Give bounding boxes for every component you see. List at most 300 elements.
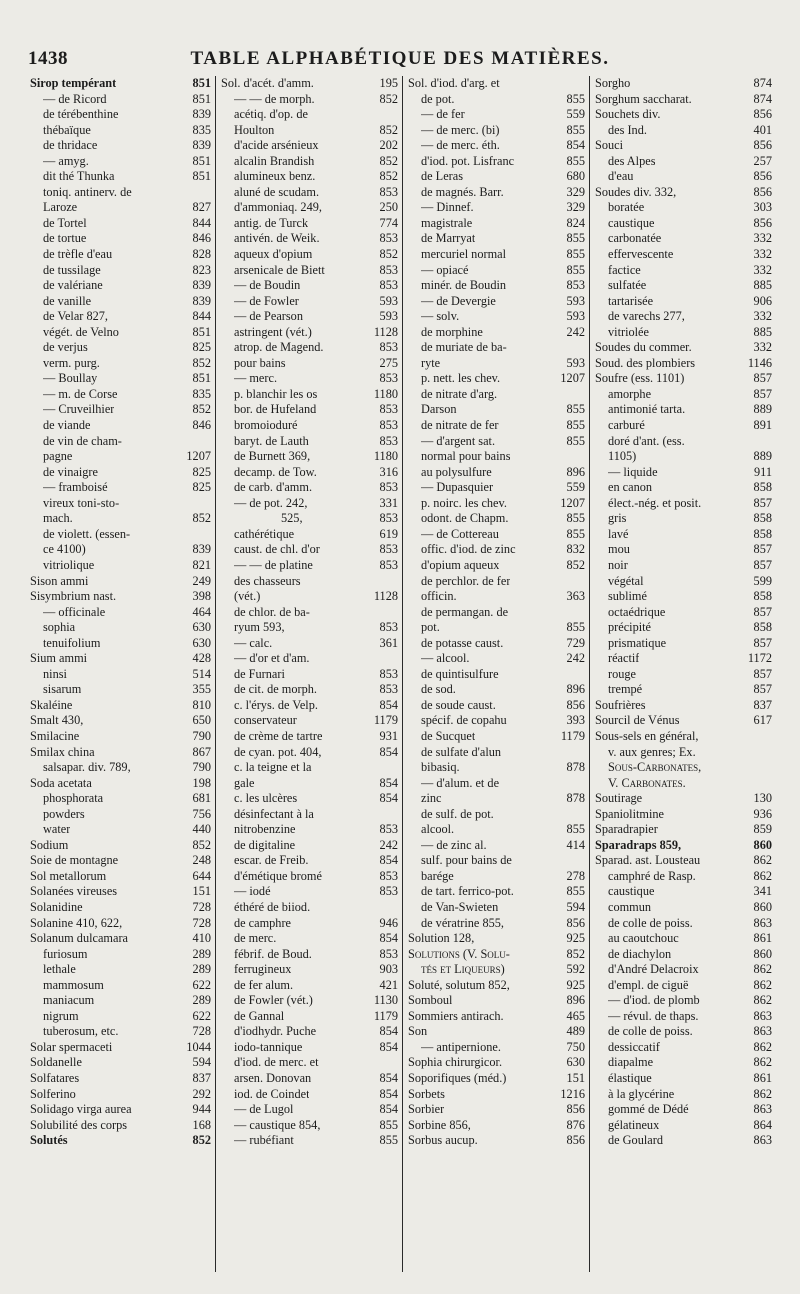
entry-term: Sorgho bbox=[595, 76, 631, 90]
entry-term: de carb. d'amm. bbox=[234, 480, 313, 495]
entry-term: commun bbox=[608, 899, 652, 914]
entry-page-ref: 851 bbox=[192, 153, 211, 168]
index-entry bbox=[408, 278, 585, 294]
index-entry bbox=[595, 1009, 772, 1025]
index-entry bbox=[30, 434, 211, 450]
entry-term: de Leras bbox=[421, 169, 463, 184]
entry-term: — framboisé bbox=[43, 480, 108, 495]
index-column-3 bbox=[402, 76, 589, 1272]
entry-page-ref: 862 bbox=[753, 853, 772, 868]
index-entry bbox=[30, 589, 211, 605]
entry-page-ref: 1130 bbox=[373, 993, 398, 1008]
index-entry bbox=[408, 402, 585, 418]
entry-page-ref: 853 bbox=[379, 682, 398, 697]
entry-term: gris bbox=[608, 511, 627, 526]
entry-term: d'ammoniaq. 249, bbox=[234, 200, 322, 215]
index-entry bbox=[408, 745, 585, 761]
index-entry bbox=[30, 154, 211, 170]
entry-term: factice bbox=[608, 262, 641, 277]
index-entry bbox=[595, 107, 772, 123]
entry-page-ref: 202 bbox=[379, 138, 398, 153]
entry-page-ref: 1180 bbox=[373, 449, 398, 464]
entry-page-ref: 853 bbox=[379, 418, 398, 433]
entry-term: de Marryat bbox=[421, 231, 476, 246]
index-entry bbox=[595, 371, 772, 387]
entry-term: de camphre bbox=[234, 915, 292, 930]
index-entry bbox=[30, 620, 211, 636]
index-entry bbox=[221, 900, 398, 916]
entry-term: baryt. de Lauth bbox=[234, 433, 309, 448]
entry-term: Solanidine bbox=[30, 899, 83, 914]
entry-term: — — de platine bbox=[234, 557, 313, 572]
index-entry bbox=[30, 978, 211, 994]
index-entry bbox=[221, 511, 398, 527]
entry-page-ref: 855 bbox=[566, 418, 585, 433]
entry-term: vireux toni-sto- bbox=[43, 495, 120, 510]
entry-page-ref: 825 bbox=[192, 480, 211, 495]
entry-term: de chlor. de ba- bbox=[234, 604, 310, 619]
entry-term: Sommiers antirach. bbox=[408, 1008, 504, 1023]
entry-page-ref: 857 bbox=[753, 682, 772, 697]
entry-term: de sod. bbox=[421, 682, 456, 697]
entry-page-ref: 857 bbox=[753, 495, 772, 510]
index-entry bbox=[595, 558, 772, 574]
index-entry bbox=[408, 216, 585, 232]
index-entry bbox=[595, 760, 772, 776]
index-entry bbox=[221, 869, 398, 885]
entry-page-ref: 825 bbox=[192, 340, 211, 355]
entry-term: Sol. d'iod. d'arg. et bbox=[408, 76, 500, 90]
entry-term: d'André Delacroix bbox=[608, 962, 699, 977]
index-entry bbox=[30, 838, 211, 854]
entry-term: de muriate de ba- bbox=[421, 340, 507, 355]
entry-term: — d'argent sat. bbox=[421, 433, 496, 448]
entry-page-ref: 860 bbox=[753, 946, 772, 961]
entry-term: tuberosum, etc. bbox=[43, 1024, 119, 1039]
index-entry bbox=[408, 434, 585, 450]
entry-page-ref: 854 bbox=[379, 1071, 398, 1085]
entry-page-ref: 275 bbox=[379, 355, 398, 370]
entry-page-ref: 852 bbox=[192, 402, 211, 417]
entry-term: magistrale bbox=[421, 215, 473, 230]
entry-term: ryum 593, bbox=[234, 620, 285, 635]
entry-term: p. blanchir les os bbox=[234, 386, 318, 401]
entry-page-ref: 853 bbox=[379, 542, 398, 557]
entry-page-ref: 854 bbox=[379, 1102, 398, 1117]
entry-page-ref: 622 bbox=[192, 977, 211, 992]
index-entry bbox=[408, 838, 585, 854]
index-entry bbox=[30, 667, 211, 683]
index-entry bbox=[595, 434, 772, 450]
entry-term: Souchets div. bbox=[595, 107, 661, 122]
entry-page-ref: 862 bbox=[753, 1055, 772, 1070]
entry-term: Soie de montagne bbox=[30, 853, 119, 868]
index-entry bbox=[595, 92, 772, 108]
entry-term: végétal bbox=[608, 573, 644, 588]
entry-page-ref: 863 bbox=[753, 915, 772, 930]
entry-page-ref: 855 bbox=[566, 433, 585, 448]
entry-term: — liquide bbox=[608, 464, 658, 479]
entry-page-ref: 650 bbox=[192, 713, 211, 728]
entry-page-ref: 852 bbox=[379, 153, 398, 168]
entry-term: de térébenthine bbox=[43, 107, 119, 122]
index-entry bbox=[595, 356, 772, 372]
entry-page-ref: 341 bbox=[753, 884, 772, 899]
index-entry bbox=[30, 185, 211, 201]
entry-page-ref: 1128 bbox=[373, 324, 398, 339]
index-entry bbox=[221, 605, 398, 621]
index-entry bbox=[30, 309, 211, 325]
index-entry bbox=[30, 169, 211, 185]
entry-page-ref: 825 bbox=[192, 464, 211, 479]
index-entry bbox=[221, 931, 398, 947]
index-entry bbox=[595, 853, 772, 869]
index-entry bbox=[221, 884, 398, 900]
entry-page-ref: 861 bbox=[753, 931, 772, 946]
entry-term: — m. de Corse bbox=[43, 386, 118, 401]
entry-page-ref: 925 bbox=[566, 931, 585, 946]
entry-page-ref: 790 bbox=[192, 728, 211, 743]
entry-term: Smilax china bbox=[30, 744, 95, 759]
index-entry bbox=[595, 1024, 772, 1040]
entry-page-ref: 854 bbox=[379, 791, 398, 806]
entry-page-ref: 853 bbox=[379, 184, 398, 199]
index-entry bbox=[408, 978, 585, 994]
entry-term: sisarum bbox=[43, 682, 82, 697]
entry-term: caust. de chl. d'or bbox=[234, 542, 320, 557]
index-entry bbox=[408, 263, 585, 279]
index-entry bbox=[595, 791, 772, 807]
index-entry bbox=[221, 418, 398, 434]
entry-page-ref: 827 bbox=[192, 200, 211, 215]
entry-term: octaédrique bbox=[608, 604, 666, 619]
entry-page-ref: 862 bbox=[753, 868, 772, 883]
entry-term: alcalin Brandish bbox=[234, 153, 315, 168]
index-entry bbox=[408, 1087, 585, 1103]
entry-term: d'iodhydr. Puche bbox=[234, 1024, 317, 1039]
entry-term: des Alpes bbox=[608, 153, 656, 168]
entry-term: vitriolique bbox=[43, 557, 95, 572]
entry-term: d'eau bbox=[608, 169, 634, 184]
entry-term: Sous-Carbonates, bbox=[608, 760, 702, 775]
entry-term: Sorbine 856, bbox=[408, 1117, 471, 1132]
entry-page-ref: 858 bbox=[753, 526, 772, 541]
entry-page-ref: 854 bbox=[379, 697, 398, 712]
index-entry bbox=[221, 667, 398, 683]
entry-term: précipité bbox=[608, 620, 652, 635]
index-entry bbox=[30, 900, 211, 916]
entry-page-ref: 903 bbox=[379, 962, 398, 977]
index-entry bbox=[595, 869, 772, 885]
entry-term: d'opium aqueux bbox=[421, 557, 500, 572]
index-entry bbox=[221, 169, 398, 185]
index-entry bbox=[221, 1087, 398, 1103]
index-entry bbox=[221, 434, 398, 450]
entry-page-ref: 329 bbox=[566, 200, 585, 215]
entry-term: de tortue bbox=[43, 231, 87, 246]
entry-page-ref: 853 bbox=[379, 433, 398, 448]
index-entry bbox=[221, 978, 398, 994]
index-entry bbox=[595, 713, 772, 729]
entry-term: rouge bbox=[608, 666, 636, 681]
index-entry bbox=[408, 1055, 585, 1071]
index-entry bbox=[30, 760, 211, 776]
entry-page-ref: 593 bbox=[379, 293, 398, 308]
entry-term: powders bbox=[43, 806, 85, 821]
entry-page-ref: 250 bbox=[379, 200, 398, 215]
entry-page-ref: 410 bbox=[192, 931, 211, 946]
entry-page-ref: 332 bbox=[753, 247, 772, 262]
index-entry bbox=[595, 480, 772, 496]
entry-page-ref: 1207 bbox=[560, 371, 585, 386]
entry-term: Somboul bbox=[408, 993, 453, 1008]
index-entry bbox=[221, 1133, 398, 1149]
entry-term: de nitrate d'arg. bbox=[421, 386, 498, 401]
index-entry bbox=[408, 200, 585, 216]
index-entry bbox=[595, 340, 772, 356]
entry-term: — de merc. (bi) bbox=[421, 122, 500, 137]
entry-term: pour bains bbox=[234, 355, 286, 370]
entry-term: alcool. bbox=[421, 822, 455, 837]
entry-term: — antipernione. bbox=[421, 1039, 501, 1054]
entry-term: tenuifolium bbox=[43, 635, 101, 650]
index-entry bbox=[30, 76, 211, 92]
entry-page-ref: 855 bbox=[566, 884, 585, 899]
index-entry bbox=[408, 1133, 585, 1149]
entry-page-ref: 846 bbox=[192, 418, 211, 433]
entry-term: — de Boudin bbox=[234, 278, 301, 293]
entry-term: Solanum dulcamara bbox=[30, 931, 129, 946]
entry-page-ref: 559 bbox=[566, 480, 585, 495]
entry-term: de valériane bbox=[43, 278, 103, 293]
entry-term: — Boullay bbox=[43, 371, 98, 386]
index-entry bbox=[221, 838, 398, 854]
entry-page-ref: 790 bbox=[192, 760, 211, 775]
entry-term: de cit. de morph. bbox=[234, 682, 317, 697]
index-entry bbox=[221, 776, 398, 792]
index-entry bbox=[408, 294, 585, 310]
index-entry bbox=[221, 200, 398, 216]
entry-term: Skaléine bbox=[30, 697, 73, 712]
index-entry bbox=[408, 1118, 585, 1134]
entry-term: bor. de Hufeland bbox=[234, 402, 317, 417]
index-entry bbox=[221, 1118, 398, 1134]
index-entry bbox=[408, 1071, 585, 1087]
entry-term: de Fowler (vét.) bbox=[234, 993, 313, 1008]
index-entry bbox=[408, 387, 585, 403]
index-entry bbox=[30, 418, 211, 434]
entry-page-ref: 1207 bbox=[186, 449, 211, 464]
index-entry bbox=[595, 682, 772, 698]
index-entry bbox=[221, 123, 398, 139]
entry-page-ref: 858 bbox=[753, 589, 772, 604]
index-entry bbox=[408, 931, 585, 947]
entry-page-ref: 729 bbox=[566, 635, 585, 650]
index-entry bbox=[595, 884, 772, 900]
entry-term: Son bbox=[408, 1024, 428, 1039]
entry-term: — de pot. 242, bbox=[234, 495, 308, 510]
index-entry bbox=[30, 1118, 211, 1134]
index-entry bbox=[221, 574, 398, 590]
index-entry bbox=[595, 993, 772, 1009]
index-entry bbox=[221, 325, 398, 341]
entry-page-ref: 559 bbox=[566, 107, 585, 122]
entry-page-ref: 858 bbox=[753, 480, 772, 495]
entry-page-ref: 1146 bbox=[747, 355, 772, 370]
entry-term: réactif bbox=[608, 651, 640, 666]
entry-term: — rubéfiant bbox=[234, 1133, 294, 1148]
entry-term: cathérétique bbox=[234, 526, 295, 541]
entry-term: de Burnett 369, bbox=[234, 449, 311, 464]
entry-term: de vinaigre bbox=[43, 464, 98, 479]
index-entry bbox=[595, 387, 772, 403]
entry-term: escar. de Freib. bbox=[234, 853, 309, 868]
entry-term: — officinale bbox=[43, 604, 106, 619]
index-entry bbox=[595, 978, 772, 994]
entry-page-ref: 852 bbox=[192, 511, 211, 526]
entry-term: mach. bbox=[43, 511, 73, 526]
entry-term: gélatineux bbox=[608, 1117, 660, 1132]
entry-page-ref: 878 bbox=[566, 760, 585, 775]
index-entry bbox=[408, 947, 585, 963]
entry-page-ref: 853 bbox=[379, 822, 398, 837]
entry-page-ref: 857 bbox=[753, 604, 772, 619]
index-entry bbox=[595, 263, 772, 279]
entry-page-ref: 862 bbox=[753, 962, 772, 977]
index-entry bbox=[30, 574, 211, 590]
entry-term: — opiacé bbox=[421, 262, 469, 277]
entry-term: antig. de Turck bbox=[234, 215, 309, 230]
entry-term: de tussilage bbox=[43, 262, 101, 277]
entry-page-ref: 593 bbox=[566, 309, 585, 324]
entry-term: — Dinnef. bbox=[421, 200, 474, 215]
entry-term: acétiq. d'op. de bbox=[234, 107, 308, 122]
index-entry bbox=[30, 200, 211, 216]
entry-term: Spaniolitmine bbox=[595, 806, 664, 821]
entry-term: d'iod. pot. Lisfranc bbox=[421, 153, 515, 168]
index-entry bbox=[30, 231, 211, 247]
entry-page-ref: 856 bbox=[753, 138, 772, 153]
entry-term: Sodium bbox=[30, 837, 69, 852]
index-entry bbox=[221, 698, 398, 714]
entry-page-ref: 851 bbox=[192, 371, 211, 386]
entry-page-ref: 855 bbox=[566, 247, 585, 262]
entry-page-ref: 854 bbox=[379, 853, 398, 868]
index-entry bbox=[595, 1055, 772, 1071]
entry-page-ref: 855 bbox=[566, 511, 585, 526]
index-columns bbox=[28, 76, 777, 1272]
index-entry bbox=[595, 449, 772, 465]
entry-page-ref: 855 bbox=[566, 822, 585, 837]
entry-term: de colle de poiss. bbox=[608, 1024, 693, 1039]
entry-term: Sol metallorum bbox=[30, 868, 107, 883]
entry-page-ref: 874 bbox=[753, 76, 772, 90]
entry-page-ref: 853 bbox=[379, 231, 398, 246]
entry-page-ref: 859 bbox=[753, 822, 772, 837]
entry-page-ref: 151 bbox=[192, 884, 211, 899]
index-entry bbox=[221, 231, 398, 247]
entry-term: mercuriel normal bbox=[421, 247, 507, 262]
entry-term: bibasiq. bbox=[421, 760, 460, 775]
entry-page-ref: 885 bbox=[753, 324, 772, 339]
entry-page-ref: 853 bbox=[379, 884, 398, 899]
entry-term: de potasse caust. bbox=[421, 635, 504, 650]
entry-page-ref: 728 bbox=[192, 1024, 211, 1039]
index-entry bbox=[595, 822, 772, 838]
entry-term: — de Devergie bbox=[421, 293, 496, 308]
entry-term: de sulfate d'alun bbox=[421, 744, 502, 759]
index-entry bbox=[30, 884, 211, 900]
entry-term: fébrif. de Boud. bbox=[234, 946, 312, 961]
entry-term: — d'iod. de plomb bbox=[608, 993, 700, 1008]
index-entry bbox=[408, 760, 585, 776]
entry-page-ref: 1172 bbox=[747, 651, 772, 666]
entry-page-ref: 857 bbox=[753, 542, 772, 557]
index-entry bbox=[30, 962, 211, 978]
index-entry bbox=[30, 1040, 211, 1056]
index-entry bbox=[595, 651, 772, 667]
entry-term: d'empl. de ciguë bbox=[608, 977, 689, 992]
index-entry bbox=[221, 853, 398, 869]
entry-page-ref: 852 bbox=[566, 557, 585, 572]
index-entry bbox=[221, 1102, 398, 1118]
entry-page-ref: 622 bbox=[192, 1008, 211, 1023]
index-entry bbox=[408, 107, 585, 123]
entry-term: de quintisulfure bbox=[421, 666, 499, 681]
entry-page-ref: 728 bbox=[192, 899, 211, 914]
entry-page-ref: 823 bbox=[192, 262, 211, 277]
entry-term: iodo-tannique bbox=[234, 1039, 303, 1054]
entry-page-ref: 331 bbox=[379, 495, 398, 510]
index-entry bbox=[595, 1118, 772, 1134]
entry-page-ref: 853 bbox=[379, 666, 398, 681]
index-entry bbox=[30, 496, 211, 512]
index-entry bbox=[221, 527, 398, 543]
index-entry bbox=[408, 884, 585, 900]
index-entry bbox=[595, 574, 772, 590]
index-entry bbox=[595, 636, 772, 652]
entry-page-ref: 852 bbox=[192, 355, 211, 370]
index-entry bbox=[408, 729, 585, 745]
entry-page-ref: 839 bbox=[192, 293, 211, 308]
entry-page-ref: 862 bbox=[753, 1039, 772, 1054]
entry-term: — alcool. bbox=[421, 651, 470, 666]
entry-term: V. Carbonates. bbox=[608, 775, 686, 790]
index-entry bbox=[408, 542, 585, 558]
entry-term: officin. bbox=[421, 589, 457, 604]
entry-term: ce 4100) bbox=[43, 542, 86, 557]
index-entry bbox=[595, 138, 772, 154]
page-header bbox=[28, 46, 772, 70]
index-entry bbox=[408, 231, 585, 247]
entry-term: noir bbox=[608, 557, 628, 572]
index-entry bbox=[30, 822, 211, 838]
entry-term: sublimé bbox=[608, 589, 647, 604]
entry-page-ref: 680 bbox=[566, 169, 585, 184]
index-entry bbox=[408, 698, 585, 714]
entry-term: carburé bbox=[608, 418, 645, 433]
entry-term: normal pour bains bbox=[421, 449, 511, 464]
entry-page-ref: 861 bbox=[753, 1071, 772, 1085]
index-entry bbox=[221, 729, 398, 745]
entry-page-ref: 854 bbox=[379, 775, 398, 790]
index-entry bbox=[408, 1009, 585, 1025]
page-title: TABLE ALPHABÉTIQUE DES MATIÈRES. bbox=[190, 48, 610, 69]
index-entry bbox=[408, 605, 585, 621]
entry-term: astringent (vét.) bbox=[234, 324, 312, 339]
entry-term: Soud. des plombiers bbox=[595, 355, 696, 370]
entry-term: de Goulard bbox=[608, 1133, 663, 1148]
